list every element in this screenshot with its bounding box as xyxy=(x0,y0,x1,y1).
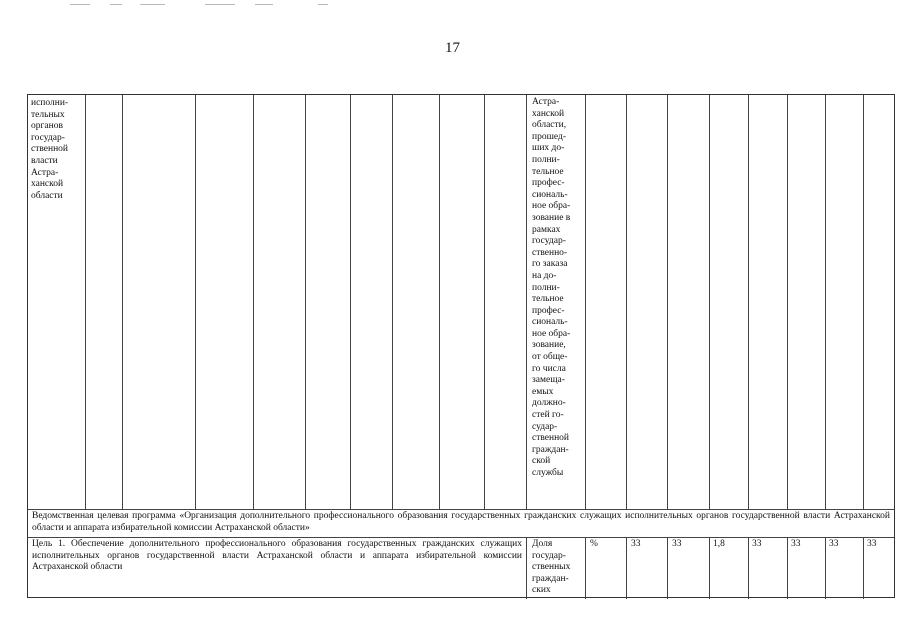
value-cell: 33 xyxy=(672,539,682,549)
value-cell: 33 xyxy=(867,539,877,549)
indicator-table xyxy=(27,94,895,598)
column-divider xyxy=(585,537,586,599)
goal-text: Цель 1. Обеспечение дополнительного профессионального образования государственных гражданских служащих исполнительных органов государственной власти Астраханской области и аппарата избирательной комиссии Астраханской области xyxy=(32,539,522,573)
scan-artifact xyxy=(205,4,235,5)
column-divider xyxy=(305,95,306,509)
value-cell: 33 xyxy=(752,539,762,549)
column-divider xyxy=(350,95,351,509)
value-cell: 1,8 xyxy=(713,539,725,549)
column-divider xyxy=(787,95,788,509)
row-divider xyxy=(28,537,894,538)
column-divider xyxy=(825,537,826,599)
page-number: 17 xyxy=(445,40,460,56)
value-cell: 33 xyxy=(791,539,801,549)
column-divider xyxy=(626,537,627,599)
column-divider xyxy=(787,537,788,599)
row-divider xyxy=(28,509,894,510)
column-divider xyxy=(863,537,864,599)
goal-indicator-text: Доля государ- ственных граждан- ских xyxy=(532,539,571,596)
program-row-text: Ведомственная целевая программа «Организация дополнительного профессионального образования государственных гражданских служащих исполнительных органов государственной власти Астраханской области и аппарата избирательной комиссии Астраханской области» xyxy=(32,511,890,533)
column-divider xyxy=(585,95,586,509)
column-divider xyxy=(253,95,254,509)
scan-artifact xyxy=(110,4,122,5)
column-divider xyxy=(626,95,627,509)
column-divider xyxy=(195,95,196,509)
column-divider xyxy=(748,95,749,509)
column-divider xyxy=(526,95,527,509)
indicator-cell-text: Астра- ханской области, прошед- ших до- полни- тельное профес- сиональ- ное обра- зование в рамках государ- ственно- го заказа на до- полни- тельное профес- сиональ- ное обра- зование, от обще- го числа замеща- емых должно- стей го- судар- ственной граждан- ской службы xyxy=(532,97,571,478)
column-divider xyxy=(709,537,710,599)
executor-cell-text: исполни- тельных органов государ- ственной власти Астра- ханской области xyxy=(31,98,69,201)
scan-artifact xyxy=(255,4,273,5)
value-cell: 33 xyxy=(829,539,839,549)
column-divider xyxy=(863,95,864,509)
column-divider xyxy=(526,537,527,599)
unit-cell: % xyxy=(590,539,598,549)
column-divider xyxy=(667,537,668,599)
scan-artifact xyxy=(318,4,328,5)
column-divider xyxy=(439,95,440,509)
column-divider xyxy=(825,95,826,509)
value-cell: 33 xyxy=(631,539,641,549)
scan-artifact xyxy=(140,4,165,5)
column-divider xyxy=(85,95,86,509)
scan-artifact xyxy=(70,4,90,5)
column-divider xyxy=(667,95,668,509)
column-divider xyxy=(122,95,123,509)
column-divider xyxy=(709,95,710,509)
column-divider xyxy=(484,95,485,509)
column-divider xyxy=(748,537,749,599)
column-divider xyxy=(392,95,393,509)
